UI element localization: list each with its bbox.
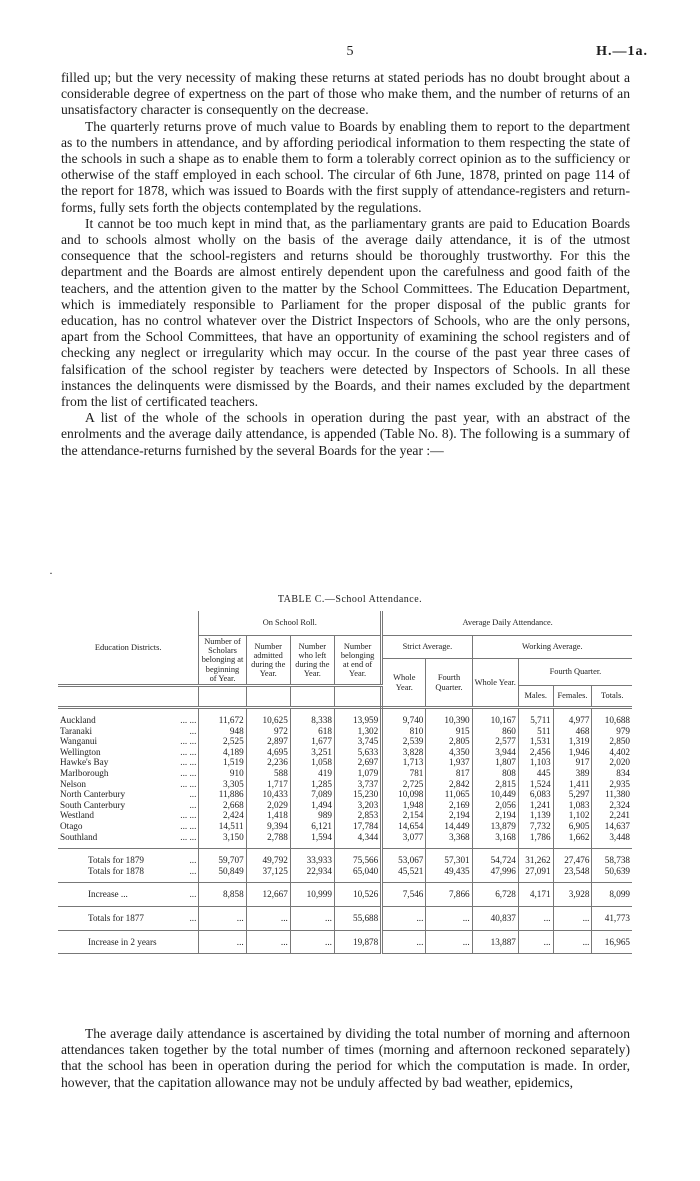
table-cell: 2,842 bbox=[426, 779, 472, 790]
district-name bbox=[58, 789, 199, 800]
table-cell: 10,688 bbox=[592, 715, 632, 726]
table-cell: 3,168 bbox=[472, 832, 518, 843]
table-cell: 1,531 bbox=[518, 736, 553, 747]
table-cell: ... bbox=[382, 913, 426, 924]
header-district: Education Districts. bbox=[58, 611, 199, 686]
table-cell: 2,020 bbox=[592, 757, 632, 768]
table-cell: 17,784 bbox=[334, 821, 381, 832]
table-cell: 47,996 bbox=[472, 866, 518, 877]
table-cell: 2,850 bbox=[592, 736, 632, 747]
table-cell: 1,418 bbox=[246, 810, 290, 821]
table-cell: 3,828 bbox=[382, 747, 426, 758]
table-cell: 10,999 bbox=[290, 889, 334, 900]
row-gap bbox=[58, 947, 632, 954]
table-cell: ... bbox=[553, 937, 592, 948]
table-cell: 50,849 bbox=[199, 866, 246, 877]
table-row bbox=[58, 736, 632, 747]
increase-row bbox=[58, 937, 632, 948]
table-cell: 2,194 bbox=[426, 810, 472, 821]
table-cell: 511 bbox=[518, 726, 553, 737]
table-cell: 14,449 bbox=[426, 821, 472, 832]
table-cell: 10,167 bbox=[472, 715, 518, 726]
totals-row bbox=[58, 913, 632, 924]
leader-dots: ... bbox=[189, 912, 197, 923]
table-cell: 5,633 bbox=[334, 747, 381, 758]
district-label: Totals for 1878 bbox=[88, 865, 145, 876]
table-cell: 6,728 bbox=[472, 889, 518, 900]
leader-dots: ... bbox=[189, 855, 197, 866]
table-cell: 9,394 bbox=[246, 821, 290, 832]
table-cell: 54,724 bbox=[472, 855, 518, 866]
leader-dots: ... ... bbox=[180, 757, 197, 768]
table-cell: 14,654 bbox=[382, 821, 426, 832]
table-cell: 31,262 bbox=[518, 855, 553, 866]
leader-dots: ... ... bbox=[180, 831, 197, 842]
table-cell: 1,241 bbox=[518, 800, 553, 811]
district-name bbox=[58, 821, 199, 832]
leader-dots: ... ... bbox=[180, 767, 197, 778]
district-name bbox=[58, 889, 199, 900]
attendance-table bbox=[58, 611, 632, 954]
table-cell: 11,672 bbox=[199, 715, 246, 726]
table-cell: 75,566 bbox=[334, 855, 381, 866]
table-cell: 2,539 bbox=[382, 736, 426, 747]
district-name bbox=[58, 747, 199, 758]
table-cell: 5,297 bbox=[553, 789, 592, 800]
header-col-left: Number who left during the Year. bbox=[290, 636, 334, 686]
table-cell: 41,773 bbox=[592, 913, 632, 924]
table-cell: 1,594 bbox=[290, 832, 334, 843]
table-cell: 1,807 bbox=[472, 757, 518, 768]
table-cell: 2,668 bbox=[199, 800, 246, 811]
table-cell: 3,368 bbox=[426, 832, 472, 843]
district-name bbox=[58, 757, 199, 768]
leader-dots: ... bbox=[189, 799, 197, 810]
table-cell: 16,965 bbox=[592, 937, 632, 948]
table-cell: 1,411 bbox=[553, 779, 592, 790]
table-cell: 10,625 bbox=[246, 715, 290, 726]
district-label: Totals for 1879 bbox=[88, 855, 145, 866]
district-name bbox=[58, 715, 199, 726]
district-name bbox=[58, 779, 199, 790]
table-cell: 11,886 bbox=[199, 789, 246, 800]
table-cell: 57,301 bbox=[426, 855, 472, 866]
body-text bbox=[61, 70, 630, 459]
district-label: Hawke's Bay bbox=[60, 757, 109, 768]
district-label: Wanganui bbox=[60, 736, 98, 747]
district-label: North Canterbury bbox=[60, 789, 126, 800]
district-name bbox=[58, 736, 199, 747]
table-cell: 948 bbox=[199, 726, 246, 737]
table-cell: ... bbox=[246, 937, 290, 948]
table-cell: 3,745 bbox=[334, 736, 381, 747]
table-cell: 2,725 bbox=[382, 779, 426, 790]
table-cell: 4,977 bbox=[553, 715, 592, 726]
table-cell: 3,077 bbox=[382, 832, 426, 843]
table-cell: 2,241 bbox=[592, 810, 632, 821]
table-cell: 11,380 bbox=[592, 789, 632, 800]
table-cell: ... bbox=[426, 937, 472, 948]
table-cell: 53,067 bbox=[382, 855, 426, 866]
table-cell: 6,121 bbox=[290, 821, 334, 832]
table-title: TABLE C.—School Attendance. bbox=[277, 594, 423, 605]
table-cell: 8,099 bbox=[592, 889, 632, 900]
leader-dots: ... ... bbox=[180, 820, 197, 831]
header-whole-strict: Whole Year. bbox=[382, 659, 426, 708]
table-cell: 1,713 bbox=[382, 757, 426, 768]
table-cell: 2,169 bbox=[426, 800, 472, 811]
table-cell: 45,521 bbox=[382, 866, 426, 877]
table-body bbox=[58, 708, 632, 954]
table-cell: 2,805 bbox=[426, 736, 472, 747]
table-cell: 1,494 bbox=[290, 800, 334, 811]
district-name bbox=[58, 832, 199, 843]
district-name bbox=[58, 810, 199, 821]
table-cell: 33,933 bbox=[290, 855, 334, 866]
header-col-end: Number belonging at end of Year. bbox=[334, 636, 381, 686]
table-cell: 2,154 bbox=[382, 810, 426, 821]
margin-mark: · bbox=[49, 566, 53, 580]
table-cell: 11,065 bbox=[426, 789, 472, 800]
table-row bbox=[58, 715, 632, 726]
table-cell: 14,637 bbox=[592, 821, 632, 832]
table-cell: 3,448 bbox=[592, 832, 632, 843]
paragraph: A list of the whole of the schools in operation during the past year, with an abstract of the enrolments and the average daily attendance, is appended (Table No. 8). The following is a summary of the attendance-returns furnished by the several Boards for the year :— bbox=[61, 410, 630, 458]
table-cell: 7,732 bbox=[518, 821, 553, 832]
table-cell: 59,707 bbox=[199, 855, 246, 866]
leader-dots: ... ... bbox=[180, 715, 197, 726]
table-cell: 10,449 bbox=[472, 789, 518, 800]
table-cell: ... bbox=[553, 913, 592, 924]
table-cell: 3,251 bbox=[290, 747, 334, 758]
table-cell: 3,203 bbox=[334, 800, 381, 811]
table-cell: 810 bbox=[382, 726, 426, 737]
table-cell: 13,879 bbox=[472, 821, 518, 832]
table-cell: ... bbox=[246, 913, 290, 924]
table-cell: 1,139 bbox=[518, 810, 553, 821]
district-label: Southland bbox=[60, 831, 98, 842]
increase-row bbox=[58, 889, 632, 900]
table-cell: 58,738 bbox=[592, 855, 632, 866]
table-cell: 2,697 bbox=[334, 757, 381, 768]
table-row bbox=[58, 726, 632, 737]
table-cell: 40,837 bbox=[472, 913, 518, 924]
district-name bbox=[58, 855, 199, 866]
table-cell: 2,056 bbox=[472, 800, 518, 811]
paragraph: The average daily attendance is ascertained by dividing the total number of morning and afternoon attendances taken together by the total number of times (morning and afternoon reckoned separately) that the school has been in operation during the period for which the computation is made. In order, however, that the capitation allowance may not be unduly affected by bad weather, epidemics, bbox=[61, 1026, 630, 1090]
table-cell: 19,878 bbox=[334, 937, 381, 948]
table-cell: 1,937 bbox=[426, 757, 472, 768]
table-cell: 1,519 bbox=[199, 757, 246, 768]
table-cell: 979 bbox=[592, 726, 632, 737]
table-cell: 49,792 bbox=[246, 855, 290, 866]
table-cell: 1,662 bbox=[553, 832, 592, 843]
leader-dots: ... bbox=[189, 789, 197, 800]
district-name bbox=[58, 800, 199, 811]
row-gap bbox=[58, 708, 632, 716]
district-label: Nelson bbox=[60, 778, 87, 789]
table-cell: 1,948 bbox=[382, 800, 426, 811]
table-cell: 834 bbox=[592, 768, 632, 779]
table-cell: 1,677 bbox=[290, 736, 334, 747]
header-totals: Totals. bbox=[592, 686, 632, 708]
table-cell: ... bbox=[199, 913, 246, 924]
leader-dots: ... ... bbox=[180, 810, 197, 821]
header-working: Working Average. bbox=[472, 636, 632, 659]
table-cell: 910 bbox=[199, 768, 246, 779]
table-cell: 55,688 bbox=[334, 913, 381, 924]
table-row bbox=[58, 779, 632, 790]
leader-dots: ... ... bbox=[180, 778, 197, 789]
table-cell: 808 bbox=[472, 768, 518, 779]
district-name bbox=[58, 726, 199, 737]
district-name bbox=[58, 937, 199, 948]
district-label: Totals for 1877 bbox=[88, 912, 145, 923]
header-whole-working: Whole Year. bbox=[472, 659, 518, 708]
table-cell: 7,546 bbox=[382, 889, 426, 900]
table-cell: ... bbox=[382, 937, 426, 948]
table-cell: 4,695 bbox=[246, 747, 290, 758]
district-label: Marlborough bbox=[60, 767, 109, 778]
header-females: Females. bbox=[553, 686, 592, 708]
table-cell: 5,711 bbox=[518, 715, 553, 726]
district-label: Wellington bbox=[60, 746, 101, 757]
table-cell: 1,103 bbox=[518, 757, 553, 768]
table-cell: 3,150 bbox=[199, 832, 246, 843]
leader-dots: ... ... bbox=[180, 746, 197, 757]
table-row bbox=[58, 789, 632, 800]
totals-row bbox=[58, 866, 632, 877]
table-cell: ... bbox=[518, 937, 553, 948]
table-row bbox=[58, 810, 632, 821]
table-row bbox=[58, 821, 632, 832]
district-name bbox=[58, 913, 199, 924]
header-col-admitted: Number admitted during the Year. bbox=[246, 636, 290, 686]
table-cell: 2,815 bbox=[472, 779, 518, 790]
district-name bbox=[58, 866, 199, 877]
table-cell: 50,639 bbox=[592, 866, 632, 877]
district-label: Otago bbox=[60, 820, 83, 831]
table-cell: 7,089 bbox=[290, 789, 334, 800]
table-cell: 37,125 bbox=[246, 866, 290, 877]
leader-dots: ... bbox=[189, 865, 197, 876]
header-fourth-strict: Fourth Quarter. bbox=[426, 659, 472, 708]
leader-dots: ... ... bbox=[180, 736, 197, 747]
table-cell: 4,402 bbox=[592, 747, 632, 758]
table-cell: 2,236 bbox=[246, 757, 290, 768]
table-cell: 2,577 bbox=[472, 736, 518, 747]
district-label: Increase ... bbox=[88, 889, 128, 900]
table-cell: 2,935 bbox=[592, 779, 632, 790]
table-cell: 588 bbox=[246, 768, 290, 779]
leader-dots: ... bbox=[189, 889, 197, 900]
table-cell: 2,853 bbox=[334, 810, 381, 821]
table-cell: 4,171 bbox=[518, 889, 553, 900]
table-cell: 7,866 bbox=[426, 889, 472, 900]
table-cell: 860 bbox=[472, 726, 518, 737]
table-cell: 13,887 bbox=[472, 937, 518, 948]
table-cell: 14,511 bbox=[199, 821, 246, 832]
table-cell: 1,786 bbox=[518, 832, 553, 843]
document-code: H.—1a. bbox=[596, 44, 648, 59]
table-cell: 2,788 bbox=[246, 832, 290, 843]
district-label: Taranaki bbox=[60, 725, 93, 736]
table-row bbox=[58, 832, 632, 843]
paragraph: The quarterly returns prove of much value to Boards by enabling them to report to the department as to the numbers in attendance, and by affording periodical information to them respecting the state of the schools in such a shape as to enable them to form a tolerably correct opinion as to the sufficiency or otherwise of the staff employed in each school. The circular of 6th June, 1878, printed on page 114 of the report for 1878, which was issued to Boards with the first supply of attendance-registers and return-forms, fully sets forth the objects contemplated by the regulations. bbox=[61, 118, 630, 215]
header-on-roll: On School Roll. bbox=[199, 611, 382, 636]
table-cell: 1,083 bbox=[553, 800, 592, 811]
table-row bbox=[58, 800, 632, 811]
table-cell: ... bbox=[290, 913, 334, 924]
table-cell: 445 bbox=[518, 768, 553, 779]
table-cell: 1,058 bbox=[290, 757, 334, 768]
table-cell: 817 bbox=[426, 768, 472, 779]
closing-text bbox=[61, 1026, 630, 1091]
table-cell: 1,319 bbox=[553, 736, 592, 747]
table-cell: 3,305 bbox=[199, 779, 246, 790]
table-cell: 419 bbox=[290, 768, 334, 779]
table-cell: 49,435 bbox=[426, 866, 472, 877]
header-strict: Strict Average. bbox=[382, 636, 472, 659]
table-cell: 917 bbox=[553, 757, 592, 768]
table-cell: 2,897 bbox=[246, 736, 290, 747]
table-cell: 10,098 bbox=[382, 789, 426, 800]
district-label: Increase in 2 years bbox=[88, 936, 157, 947]
table-cell: 1,079 bbox=[334, 768, 381, 779]
table-cell: 618 bbox=[290, 726, 334, 737]
table-cell: 1,102 bbox=[553, 810, 592, 821]
table-cell: 2,324 bbox=[592, 800, 632, 811]
table-cell: 8,338 bbox=[290, 715, 334, 726]
table-cell: 3,944 bbox=[472, 747, 518, 758]
table-cell: 4,344 bbox=[334, 832, 381, 843]
table-cell: 8,858 bbox=[199, 889, 246, 900]
header-col-begin: Number of Scholars belonging at beginning of Year. bbox=[199, 636, 246, 686]
header-males: Males. bbox=[518, 686, 553, 708]
table-cell: 781 bbox=[382, 768, 426, 779]
table-cell: 1,302 bbox=[334, 726, 381, 737]
table-cell: 3,928 bbox=[553, 889, 592, 900]
table-cell: 2,525 bbox=[199, 736, 246, 747]
table-cell: 15,230 bbox=[334, 789, 381, 800]
district-name bbox=[58, 768, 199, 779]
table-cell: 27,091 bbox=[518, 866, 553, 877]
district-label: Westland bbox=[60, 810, 94, 821]
table-cell: 2,424 bbox=[199, 810, 246, 821]
table-cell: 22,934 bbox=[290, 866, 334, 877]
table-cell: ... bbox=[518, 913, 553, 924]
leader-dots: ... bbox=[189, 725, 197, 736]
table-cell: 27,476 bbox=[553, 855, 592, 866]
table-cell: 10,390 bbox=[426, 715, 472, 726]
table-cell: ... bbox=[290, 937, 334, 948]
table-cell: 12,667 bbox=[246, 889, 290, 900]
header-fourth-quarter: Fourth Quarter. bbox=[518, 659, 632, 686]
table-cell: 2,194 bbox=[472, 810, 518, 821]
table-cell: 4,350 bbox=[426, 747, 472, 758]
table-cell: 6,905 bbox=[553, 821, 592, 832]
table-cell: 1,717 bbox=[246, 779, 290, 790]
table-row bbox=[58, 757, 632, 768]
table-cell: ... bbox=[199, 937, 246, 948]
table-cell: 13,959 bbox=[334, 715, 381, 726]
page-number: 5 bbox=[346, 44, 354, 59]
table-cell: 10,526 bbox=[334, 889, 381, 900]
table-cell: 6,083 bbox=[518, 789, 553, 800]
table-cell: 3,737 bbox=[334, 779, 381, 790]
table-cell: 1,524 bbox=[518, 779, 553, 790]
table-cell: 468 bbox=[553, 726, 592, 737]
table-cell: 65,040 bbox=[334, 866, 381, 877]
table-cell: ... bbox=[426, 913, 472, 924]
table-cell: 389 bbox=[553, 768, 592, 779]
table-cell: 1,946 bbox=[553, 747, 592, 758]
district-label: South Canterbury bbox=[60, 799, 126, 810]
table-cell: 4,189 bbox=[199, 747, 246, 758]
totals-row bbox=[58, 855, 632, 866]
paragraph: filled up; but the very necessity of making these returns at stated periods has no doubt brought about a considerable degree of expertness on the part of those who make them, and the number of returns of an unsatisfactory character is consequently on the decrease. bbox=[61, 70, 630, 118]
table-cell: 23,548 bbox=[553, 866, 592, 877]
header-avg-daily: Average Daily Attendance. bbox=[382, 611, 632, 636]
paragraph: It cannot be too much kept in mind that, as the parliamentary grants are paid to Education Boards and to schools almost wholly on the basis of the average daily attendance, it is of the utmost consequence that the school-registers and returns should be thoroughly trustworthy. For this the department and the Boards are almost entirely dependent upon the carefulness and good faith of the teachers, and the attention given to the matter by the School Committees. The Education Department, which is immediately responsible to Parliament for the proper disposal of the public grants for education, has no control whatever over the District Inspectors of Schools, who are the only persons, apart from the School Committees, that have an opportunity of examining the school registers and of checking any neglect or irregularity which may occur. In the course of the past year three cases of falsification of the school register by teachers were detected by Inspectors of Schools. In all these instances the delinquents were dismissed by the Boards, and their names excluded by the department from the list of certificated teachers. bbox=[61, 215, 630, 410]
table-cell: 9,740 bbox=[382, 715, 426, 726]
table-cell: 1,285 bbox=[290, 779, 334, 790]
table-cell: 989 bbox=[290, 810, 334, 821]
table-row bbox=[58, 747, 632, 758]
table-cell: 972 bbox=[246, 726, 290, 737]
district-label: Auckland bbox=[60, 715, 96, 726]
table-cell: 915 bbox=[426, 726, 472, 737]
table-cell: 10,433 bbox=[246, 789, 290, 800]
table-cell: 2,456 bbox=[518, 747, 553, 758]
table-row bbox=[58, 768, 632, 779]
table-cell: 2,029 bbox=[246, 800, 290, 811]
